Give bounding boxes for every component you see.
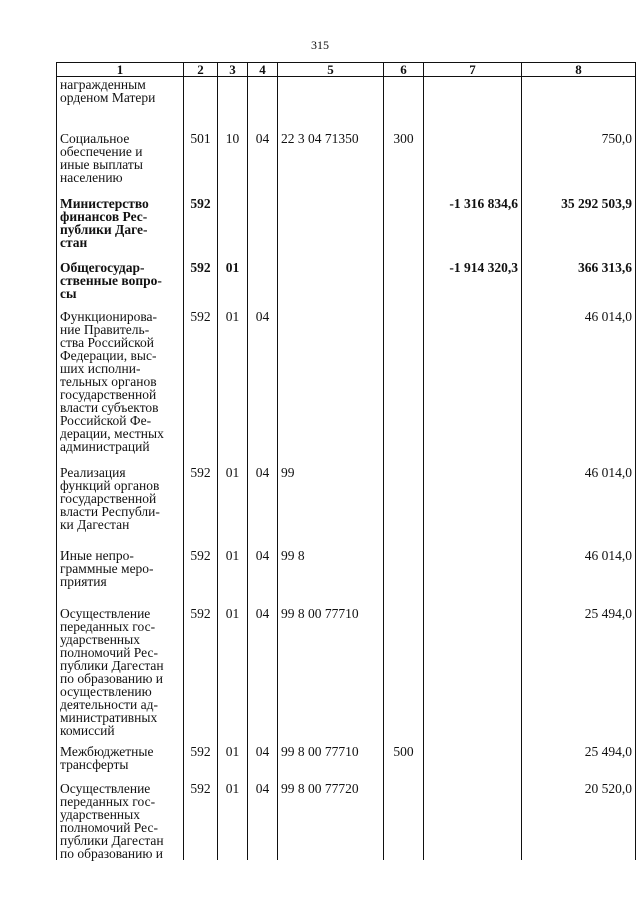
row-expense-type: [384, 77, 424, 130]
row-subsection: 04: [248, 601, 278, 742]
row-total-amount: [522, 77, 636, 130]
row-target-article: [278, 307, 384, 462]
row-change-amount: [424, 544, 522, 601]
table-row: [57, 307, 636, 462]
row-name: Социальное обеспечение и иные выплаты населению: [57, 129, 184, 195]
row-total-amount: 46 014,0: [522, 544, 636, 601]
row-subsection: [248, 255, 278, 307]
row-section: 01: [218, 779, 248, 860]
row-total-amount: 25 494,0: [522, 601, 636, 742]
row-expense-type: [384, 544, 424, 601]
table-header-row: [57, 63, 636, 77]
row-code: 592: [184, 779, 218, 860]
row-expense-type: [384, 195, 424, 255]
row-expense-type: [384, 601, 424, 742]
row-change-amount: [424, 779, 522, 860]
row-subsection: 04: [248, 544, 278, 601]
row-name: Общегосудар- ственные вопро- сы: [57, 255, 184, 307]
table-row: [57, 129, 636, 195]
row-change-amount: [424, 77, 522, 130]
row-total-amount: 35 292 503,9: [522, 195, 636, 255]
row-expense-type: [384, 255, 424, 307]
row-section: 01: [218, 544, 248, 601]
row-target-article: [278, 195, 384, 255]
table-row: [57, 742, 636, 779]
column-header: 8: [522, 63, 636, 77]
row-expense-type: [384, 462, 424, 544]
column-header: 1: [57, 63, 184, 77]
column-header: 3: [218, 63, 248, 77]
row-change-amount: [424, 129, 522, 195]
row-code: 592: [184, 742, 218, 779]
table-row: [57, 544, 636, 601]
row-expense-type: [384, 779, 424, 860]
table-row: [57, 779, 636, 860]
row-name: Министерство финансов Рес- публики Даге- стан: [57, 195, 184, 255]
row-subsection: 04: [248, 742, 278, 779]
row-section: 01: [218, 307, 248, 462]
row-change-amount: [424, 742, 522, 779]
row-target-article: 99 8 00 77710: [278, 742, 384, 779]
table-body: [57, 77, 636, 861]
row-name: Функционирова- ние Правитель- ства Российской Федерации, выс- ших исполни- тельных органов государственной власти субъектов Российской Фе- дерации, местных администраций: [57, 307, 184, 462]
column-header: 5: [278, 63, 384, 77]
row-code: [184, 77, 218, 130]
row-code: 501: [184, 129, 218, 195]
page-number: 315: [311, 38, 329, 52]
column-header: 7: [424, 63, 522, 77]
row-change-amount: -1 316 834,6: [424, 195, 522, 255]
row-name: Осуществление переданных гос- ударственных полномочий Рес- публики Дагестан по образованию и: [57, 779, 184, 860]
row-change-amount: [424, 601, 522, 742]
column-header: 6: [384, 63, 424, 77]
row-target-article: 99 8 00 77710: [278, 601, 384, 742]
row-target-article: [278, 255, 384, 307]
row-total-amount: 46 014,0: [522, 307, 636, 462]
row-code: 592: [184, 255, 218, 307]
table-row: [57, 462, 636, 544]
row-name: награжденным орденом Матери: [57, 77, 184, 130]
row-section: [218, 195, 248, 255]
row-name: Реализация функций органов государственной власти Республи- ки Дагестан: [57, 462, 184, 544]
row-total-amount: 366 313,6: [522, 255, 636, 307]
row-change-amount: -1 914 320,3: [424, 255, 522, 307]
row-expense-type: [384, 307, 424, 462]
row-name: Межбюджетные трансферты: [57, 742, 184, 779]
row-target-article: 22 3 04 71350: [278, 129, 384, 195]
row-total-amount: 20 520,0: [522, 779, 636, 860]
row-code: 592: [184, 195, 218, 255]
row-code: 592: [184, 544, 218, 601]
row-change-amount: [424, 307, 522, 462]
row-expense-type: 300: [384, 129, 424, 195]
row-total-amount: 750,0: [522, 129, 636, 195]
row-code: 592: [184, 307, 218, 462]
budget-table: [56, 62, 636, 860]
row-section: [218, 77, 248, 130]
row-total-amount: 46 014,0: [522, 462, 636, 544]
row-section: 01: [218, 462, 248, 544]
row-name: Иные непро- граммные меро- приятия: [57, 544, 184, 601]
row-total-amount: 25 494,0: [522, 742, 636, 779]
row-subsection: 04: [248, 129, 278, 195]
column-header: 4: [248, 63, 278, 77]
column-header: 2: [184, 63, 218, 77]
table-row: [57, 601, 636, 742]
row-target-article: 99: [278, 462, 384, 544]
table-row: [57, 195, 636, 255]
table-row: [57, 77, 636, 130]
row-subsection: 04: [248, 779, 278, 860]
row-subsection: 04: [248, 307, 278, 462]
row-target-article: 99 8 00 77720: [278, 779, 384, 860]
row-section: 01: [218, 742, 248, 779]
row-target-article: [278, 77, 384, 130]
row-section: 01: [218, 601, 248, 742]
row-code: 592: [184, 601, 218, 742]
row-subsection: [248, 77, 278, 130]
row-subsection: 04: [248, 462, 278, 544]
row-expense-type: 500: [384, 742, 424, 779]
row-subsection: [248, 195, 278, 255]
row-target-article: 99 8: [278, 544, 384, 601]
row-code: 592: [184, 462, 218, 544]
row-section: 10: [218, 129, 248, 195]
row-name: Осуществление переданных гос- ударственных полномочий Рес- публики Дагестан по образованию и осуществлению деятельности ад- министративных комиссий: [57, 601, 184, 742]
row-change-amount: [424, 462, 522, 544]
row-section: 01: [218, 255, 248, 307]
table-row: [57, 255, 636, 307]
